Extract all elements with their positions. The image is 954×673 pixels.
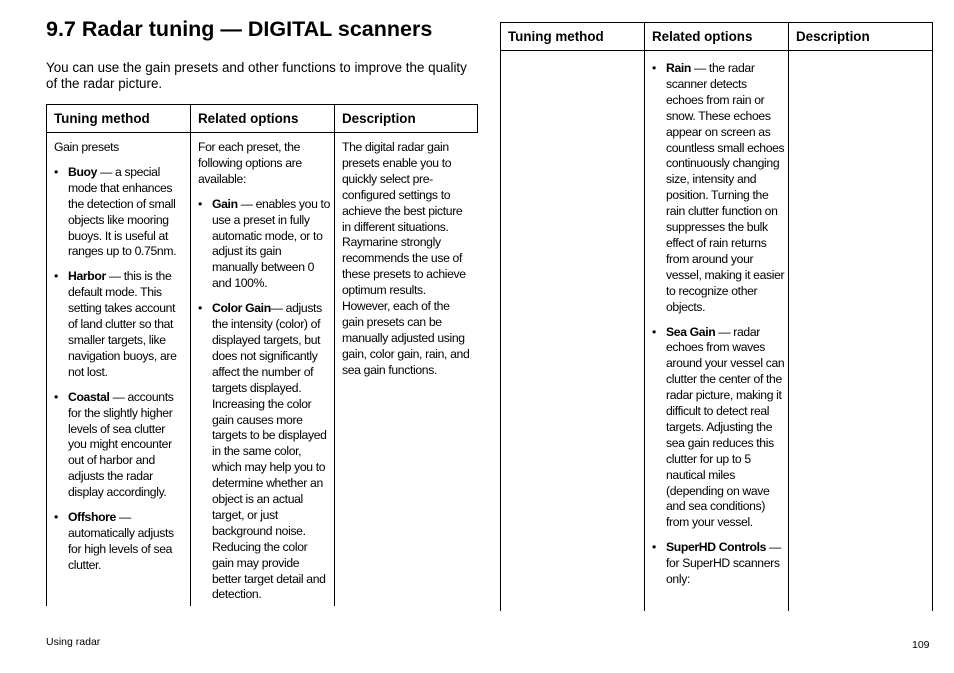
preset-name: Harbor — [68, 269, 106, 284]
list-item — [54, 165, 184, 260]
table-header — [501, 22, 933, 51]
list-item — [198, 197, 330, 292]
header-tuning-method: Tuning method — [508, 29, 604, 44]
list-item — [198, 301, 330, 603]
options-list — [652, 61, 787, 588]
tuning-method-cell — [54, 140, 184, 583]
left-tuning-table — [46, 104, 478, 606]
header-description: Description — [342, 111, 416, 126]
option-description: — adjusts the intensity (color) of displayed targets, but does not significantly affect the number of targets displayed. Increasing the color gain causes more targets to be displayed in the same color, which may help you to determine whether an object is an actual target, or just background noise. Reducing the color gain may provide better target detail and detection. — [212, 301, 327, 602]
list-item — [652, 61, 787, 316]
preset-name: Coastal — [68, 389, 110, 404]
preset-name: Buoy — [68, 164, 98, 179]
right-tuning-table — [500, 22, 933, 611]
preset-list — [54, 165, 184, 574]
footer-section-label: Using radar — [46, 636, 101, 648]
page-number: 109 — [912, 639, 930, 651]
option-name: Rain — [666, 61, 692, 75]
list-item — [652, 325, 787, 532]
preset-description: — automatically adjusts for high levels of sea clutter. — [68, 510, 174, 572]
header-description: Description — [796, 29, 870, 44]
column-divider — [788, 22, 789, 611]
header-related-options: Related options — [652, 29, 753, 44]
option-name: Gain — [212, 196, 238, 211]
option-description: — for SuperHD scanners only: — [666, 540, 781, 587]
header-related-options: Related options — [198, 111, 299, 126]
preset-description: — accounts for the slightly higher levels of sea clutter you might encounter out of harbor and adjusts the radar display accordingly. — [68, 389, 174, 500]
options-list — [198, 197, 330, 604]
table-header — [47, 104, 478, 133]
related-options-intro: For each preset, the following options are available: — [198, 140, 302, 186]
description-cell — [342, 140, 472, 388]
option-name: Sea Gain — [666, 324, 716, 339]
option-name: Color Gain — [212, 301, 271, 316]
column-divider — [190, 104, 191, 606]
list-item — [54, 269, 184, 380]
option-name: SuperHD Controls — [666, 540, 767, 555]
option-description: — the radar scanner detects echoes from rain or snow. These echoes appear on screen as countless small echoes continuously changing size, intensity and position. Turning the rain clutter function on suppresses the bulk effect of rain returns from around your vessel, making it easier to recognize other objects. — [666, 61, 785, 314]
related-options-cell — [652, 61, 787, 597]
list-item — [54, 510, 184, 574]
header-tuning-method: Tuning method — [54, 111, 150, 126]
related-options-cell — [198, 140, 330, 612]
preset-name: Offshore — [68, 510, 116, 525]
column-divider — [334, 104, 335, 606]
list-item — [54, 390, 184, 501]
description-text: The digital radar gain presets enable you to quickly select pre-configured settings to achieve the best picture in different situations. Raymarine strongly recommends the use of these presets to achieve optimum results. However, each of the gain presets can be manually adjusted using gain, color gain, rain, and sea gain functions. — [342, 140, 470, 377]
preset-description: — a special mode that enhances the detection of small objects like mooring buoys. It is useful at ranges up to 0.75nm. — [68, 164, 177, 259]
gain-presets-label: Gain presets — [54, 140, 119, 154]
preset-description: — this is the default mode. This setting takes account of land clutter so that smaller targets, like navigation buoys, are not lost. — [68, 269, 177, 379]
option-description: — radar echoes from waves around your vessel can clutter the center of the radar picture, making it difficult to detect real targets. Adjusting the sea gain reduces this clutter for up to 5 nautical miles (depending on wave and sea conditions) from your vessel. — [666, 324, 785, 530]
column-divider — [644, 22, 645, 611]
intro-paragraph: You can use the gain presets and other functions to improve the quality of the radar picture. — [46, 60, 467, 91]
option-description: — enables you to use a preset in fully automatic mode, or to adjust its gain manually between 0 and 100%. — [212, 196, 330, 291]
table-right-border — [932, 22, 933, 611]
list-item — [652, 540, 787, 588]
page-title: 9.7 Radar tuning — DIGITAL scanners — [46, 17, 433, 41]
